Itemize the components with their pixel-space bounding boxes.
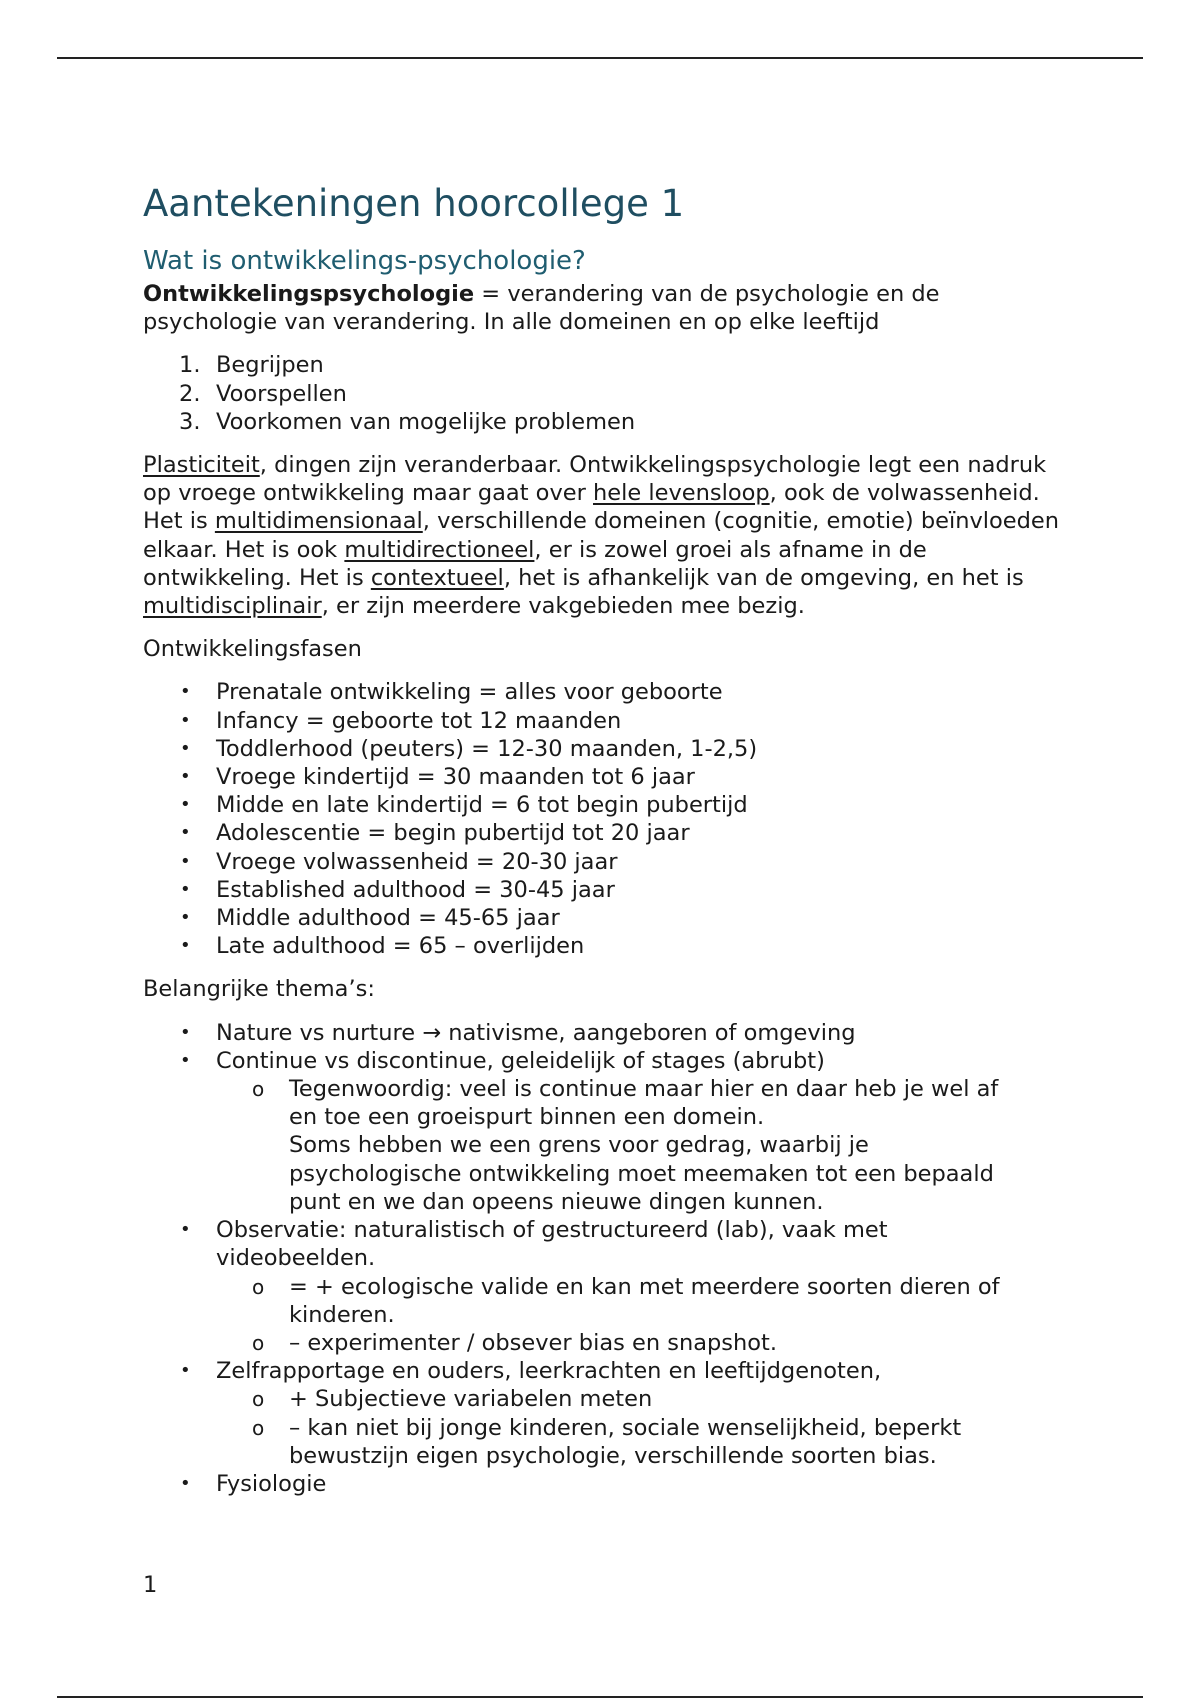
goal-number: 2.: [179, 380, 201, 407]
bullet-icon: •: [180, 1360, 191, 1382]
theme-item-continue: [143, 1047, 1073, 1216]
phases-heading: Ontwikkelingsfasen: [143, 636, 362, 663]
sub-item: [216, 1075, 1073, 1216]
theme-text: Fysiologie: [216, 1470, 327, 1497]
phase-item: [143, 735, 1073, 763]
term-plasticiteit: Plasticiteit: [143, 452, 260, 479]
sub-item: [216, 1414, 1073, 1470]
plasticity-paragraph: [143, 451, 1073, 620]
bullet-icon: •: [180, 878, 191, 900]
sub-text: kinderen.: [289, 1301, 395, 1328]
phase-text: Infancy = geboorte tot 12 maanden: [216, 707, 622, 734]
phase-item: [143, 819, 1073, 847]
sub-text: + Subjectieve variabelen meten: [289, 1386, 653, 1413]
theme-item-zelfrapportage: [143, 1357, 1073, 1470]
para-text: , er is zowel groei als afname in de ontwikkeling. Het is: [143, 536, 927, 591]
term-multidirectioneel: multidirectioneel: [344, 536, 535, 563]
sub-text: bewustzijn eigen psychologie, verschillende soorten bias.: [289, 1442, 937, 1469]
para-text: , er zijn meerdere vakgebieden mee bezig.: [321, 593, 805, 620]
goal-item: [143, 351, 1073, 379]
theme-text: Nature vs nurture → nativisme, aangeboren of omgeving: [216, 1019, 856, 1046]
bullet-icon: •: [180, 737, 191, 759]
term-hele-levensloop: hele levensloop: [593, 480, 770, 507]
bullet-icon: •: [180, 794, 191, 816]
sub-bullet-icon: o: [252, 1274, 265, 1299]
bullet-icon: •: [180, 935, 191, 957]
phase-text: Prenatale ontwikkeling = alles voor geboorte: [216, 679, 723, 706]
sub-bullet-icon: o: [252, 1330, 265, 1355]
para-text: , verschillende domeinen (cognitie, emotie) beïnvloeden elkaar. Het is ook: [143, 508, 1060, 563]
sub-text: = + ecologische valide en kan met meerdere soorten dieren of: [289, 1273, 1000, 1300]
observatie-sublist: [216, 1273, 1073, 1358]
page-number: 1: [143, 1572, 158, 1598]
bullet-icon: •: [180, 1049, 191, 1071]
bullet-icon: •: [180, 907, 191, 929]
document-body: [143, 178, 1073, 1513]
zelfrapportage-sublist: [216, 1385, 1073, 1470]
goal-item: [143, 408, 1073, 436]
goal-text: Voorspellen: [216, 380, 347, 407]
term-multidimensionaal: multidimensionaal: [214, 508, 423, 535]
footer-rule: [57, 1696, 1143, 1698]
goals-list: [143, 351, 1073, 436]
sub-item: [216, 1273, 1073, 1329]
theme-item-nature: [143, 1019, 1073, 1047]
sub-text: – experimenter / obsever bias en snapshot.: [289, 1329, 778, 1356]
term-contextueel: contextueel: [370, 564, 504, 591]
sub-text: en toe een groeispurt binnen een domein.: [289, 1104, 765, 1131]
sub-text: psychologische ontwikkeling moet meemaken tot een bepaald: [289, 1160, 994, 1187]
theme-text: Zelfrapportage en ouders, leerkrachten en leeftijdgenoten,: [216, 1358, 882, 1385]
bullet-icon: •: [180, 822, 191, 844]
phase-text: Vroege kindertijd = 30 maanden tot 6 jaar: [216, 764, 695, 791]
goal-text: Begrijpen: [216, 352, 324, 379]
phase-item: [143, 763, 1073, 791]
phase-item: [143, 848, 1073, 876]
sub-bullet-icon: o: [252, 1387, 265, 1412]
theme-text: Continue vs discontinue, geleidelijk of stages (abrubt): [216, 1047, 825, 1074]
phase-text: Adolescentie = begin pubertijd tot 20 jaar: [216, 820, 690, 847]
goal-number: 1.: [179, 352, 201, 379]
bullet-icon: •: [180, 1021, 191, 1043]
sub-text: – kan niet bij jonge kinderen, sociale wenselijkheid, beperkt: [289, 1414, 962, 1441]
phase-text: Vroege volwassenheid = 20-30 jaar: [216, 848, 618, 875]
phase-item: [143, 707, 1073, 735]
bullet-icon: •: [180, 1472, 191, 1494]
phase-item: [143, 904, 1073, 932]
phase-item: [143, 791, 1073, 819]
para-text: , dingen zijn veranderbaar. Ontwikkelingspsychologie legt een nadruk op vroege ontwikkeling maar gaat over: [143, 452, 1047, 507]
sub-text: Soms hebben we een grens voor gedrag, waarbij je: [289, 1132, 869, 1159]
phase-item: [143, 932, 1073, 960]
phase-item: [143, 678, 1073, 706]
continue-sublist: [216, 1075, 1073, 1216]
phase-text: Late adulthood = 65 – overlijden: [216, 933, 585, 960]
phase-text: Middle adulthood = 45-65 jaar: [216, 905, 560, 932]
phase-text: Established adulthood = 30-45 jaar: [216, 876, 615, 903]
themes-heading: Belangrijke thema’s:: [143, 976, 375, 1003]
goal-item: [143, 380, 1073, 408]
phases-list: [143, 678, 1073, 960]
phase-text: Toddlerhood (peuters) = 12-30 maanden, 1-2,5): [216, 735, 758, 762]
theme-item-observatie: [143, 1216, 1073, 1357]
theme-text: Observatie: naturalistisch of gestructureerd (lab), vaak met: [216, 1217, 888, 1244]
phase-item: [143, 876, 1073, 904]
theme-item-fysiologie: [143, 1470, 1073, 1498]
para-text: , het is afhankelijk van de omgeving, en het is: [503, 564, 1024, 591]
bullet-icon: •: [180, 709, 191, 731]
intro-line1-rest: = verandering van de psychologie en de: [474, 281, 940, 307]
section-heading: Wat is ontwikkelings-psychologie?: [143, 246, 586, 276]
intro-term: Ontwikkelingspsychologie: [143, 281, 475, 307]
sub-item: [216, 1329, 1073, 1357]
sub-bullet-icon: o: [252, 1415, 265, 1440]
bullet-icon: •: [180, 681, 191, 703]
sub-bullet-icon: o: [252, 1077, 265, 1102]
sub-text: Tegenwoordig: veel is continue maar hier en daar heb je wel af: [289, 1076, 999, 1103]
para-text: , ook de volwassenheid. Het is: [143, 480, 1040, 535]
sub-item: [216, 1385, 1073, 1413]
theme-text: videobeelden.: [216, 1245, 376, 1272]
goal-text: Voorkomen van mogelijke problemen: [216, 408, 636, 435]
header-rule: [57, 57, 1143, 59]
intro-line2: psychologie van verandering. In alle domeinen en op elke leeftijd: [143, 309, 880, 336]
intro-paragraph: [143, 280, 1073, 336]
goal-number: 3.: [179, 408, 201, 435]
phase-text: Midde en late kindertijd = 6 tot begin pubertijd: [216, 792, 748, 819]
bullet-icon: •: [180, 766, 191, 788]
bullet-icon: •: [180, 850, 191, 872]
themes-list: [143, 1019, 1073, 1498]
document-title: Aantekeningen hoorcollege 1: [143, 182, 685, 225]
bullet-icon: •: [180, 1219, 191, 1241]
sub-text: punt en we dan opeens nieuwe dingen kunnen.: [289, 1188, 824, 1215]
term-multidisciplinair: multidisciplinair: [143, 593, 322, 620]
